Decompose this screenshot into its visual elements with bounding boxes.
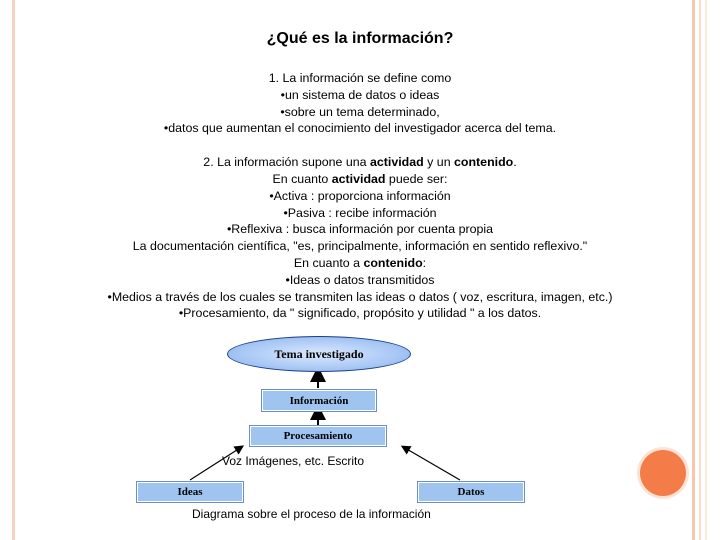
text-span: puede ser: (385, 171, 448, 186)
right-frame-line (705, 0, 707, 540)
node-ideas: Ideas (137, 482, 243, 502)
bold-term: actividad (370, 155, 424, 170)
bold-term: actividad (331, 171, 386, 186)
slide-text (20, 70, 700, 322)
left-frame-line (12, 0, 15, 540)
text-line: •Reflexiva : busca información por cuenta propia (226, 222, 494, 237)
text-line: •datos que aumentan el conocimiento del investigador acerca del tema. (163, 121, 557, 136)
text-line: •Pasiva : recibe información (283, 205, 437, 220)
arrow-icon (405, 448, 460, 480)
text-line: •sobre un tema determinado, (280, 104, 440, 119)
slide-title: ¿Qué es la información? (266, 30, 454, 47)
text-line: •Activa : proporciona información (269, 188, 451, 203)
decorative-circle (640, 450, 686, 496)
text-span: En cuanto a (293, 255, 364, 270)
text-line: •Medios a través de los cuales se transmiten las ideas o datos ( voz, escritura, imagen, etc.) (107, 289, 613, 304)
text-line: •Procesamiento, da " significado, propósito y utilidad " a los datos. (178, 306, 542, 321)
text-line: La documentación científica, "es, principalmente, información en sentido reflexivo." (132, 239, 588, 254)
text-line (20, 171, 700, 188)
text-line (20, 154, 700, 171)
text-line: 1. La información se define como (268, 71, 452, 85)
text-span: : (422, 255, 427, 270)
bold-term: contenido (454, 155, 514, 170)
node-tema-investigado: Tema investigado (227, 336, 411, 372)
node-procesamiento: Procesamiento (250, 426, 386, 446)
text-span: y un (423, 155, 455, 170)
text-line: •un sistema de datos o ideas (280, 87, 440, 102)
node-informacion: Información (262, 390, 376, 411)
text-span: . (513, 155, 517, 170)
text-span: 2. La información supone una (203, 155, 370, 170)
text-line (20, 255, 700, 272)
media-labels: Voz Imágenes, etc. Escrito (222, 454, 365, 468)
text-line: •Ideas o datos transmitidos (285, 272, 435, 287)
diagram-caption: Diagrama sobre el proceso de la información (192, 507, 431, 521)
bold-term: contenido (363, 255, 423, 270)
node-datos: Datos (418, 482, 524, 502)
text-span: En cuanto (272, 171, 332, 186)
process-diagram (130, 332, 530, 522)
